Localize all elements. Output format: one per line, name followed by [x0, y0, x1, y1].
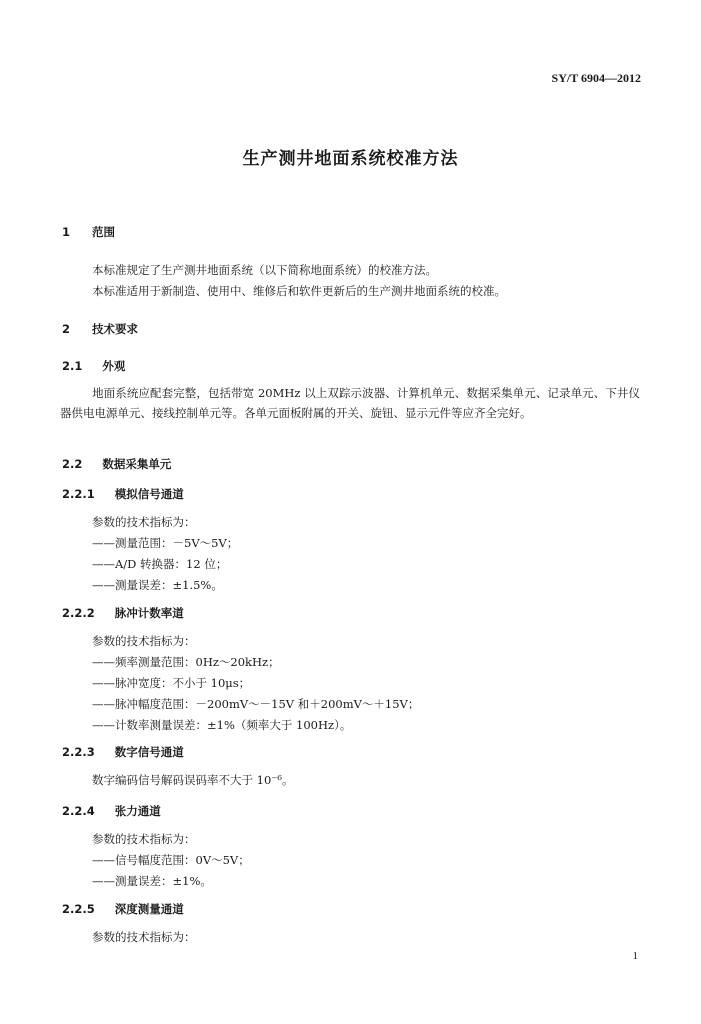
list-item: ——测量误差：±1%。	[92, 874, 212, 888]
section-title: 技术要求	[92, 322, 139, 336]
list-item: ——测量范围：－5V～5V；	[92, 536, 239, 550]
paragraph-text: 地面系统应配套完整，包括带宽 20MHz 以上双踪示波器、计算机单元、数据采集单元、记录单元、下井仪器供电电源单元、接线控制单元等。各单元面板附属的开关、旋钮、显示元件等应齐全完好。	[60, 386, 640, 420]
section-title: 模拟信号通道	[114, 487, 184, 501]
list-item: ——脉冲宽度：不小于 10μs；	[92, 676, 251, 690]
section-heading-2-2	[0, 456, 701, 472]
list-item: ——频率测量范围：0Hz～20kHz；	[92, 655, 280, 669]
section-title: 数字信号通道	[114, 745, 184, 759]
section-number: 2.1	[62, 359, 83, 373]
body-line: 参数的技术指标为：	[92, 832, 196, 846]
body-line: 数字编码信号解码误码率不大于 10⁻⁶。	[92, 773, 294, 787]
section-title: 范围	[92, 225, 116, 239]
section-title: 外观	[102, 359, 126, 373]
paragraph-appearance	[60, 383, 640, 423]
section-number: 1	[62, 225, 71, 239]
section-heading-2-2-1	[0, 486, 701, 502]
standard-number: SY/T 6904—2012	[551, 71, 641, 85]
list-item: ——信号幅度范围：0V～5V；	[92, 853, 250, 867]
section-number: 2.2.3	[62, 745, 95, 759]
document-title: 生产测井地面系统校准方法	[242, 149, 459, 169]
body-line: 参数的技术指标为：	[92, 930, 196, 944]
section-heading-2-2-5	[0, 901, 701, 917]
body-line: 参数的技术指标为：	[92, 515, 196, 529]
list-item: ——脉冲幅度范围：－200mV～－15V 和＋200mV～＋15V；	[92, 697, 420, 711]
body-line: 参数的技术指标为：	[92, 634, 196, 648]
section-title: 深度测量通道	[114, 902, 184, 916]
section-title: 数据采集单元	[102, 457, 172, 471]
section-heading-1	[0, 224, 701, 240]
list-item: ——A/D 转换器：12 位；	[92, 557, 228, 571]
section-number: 2.2.4	[62, 804, 95, 818]
section-heading-2-2-3	[0, 744, 701, 760]
list-item: ——测量误差：±1.5%。	[92, 578, 223, 592]
section-number: 2.2.5	[62, 902, 95, 916]
section-number: 2.2	[62, 457, 83, 471]
section-title: 脉冲计数率道	[114, 606, 184, 620]
list-item: ——计数率测量误差：±1%（频率大于 100Hz）。	[92, 718, 352, 732]
section-heading-2-1	[0, 358, 701, 374]
body-line: 本标准规定了生产测井地面系统（以下简称地面系统）的校准方法。	[92, 263, 437, 277]
body-line: 本标准适用于新制造、使用中、维修后和软件更新后的生产测井地面系统的校准。	[92, 284, 506, 298]
section-number: 2	[62, 322, 71, 336]
section-title: 张力通道	[114, 804, 161, 818]
section-heading-2-2-2	[0, 605, 701, 621]
page-number: 1	[632, 950, 638, 962]
section-number: 2.2.2	[62, 606, 95, 620]
section-number: 2.2.1	[62, 487, 95, 501]
section-heading-2	[0, 321, 701, 337]
section-heading-2-2-4	[0, 803, 701, 819]
